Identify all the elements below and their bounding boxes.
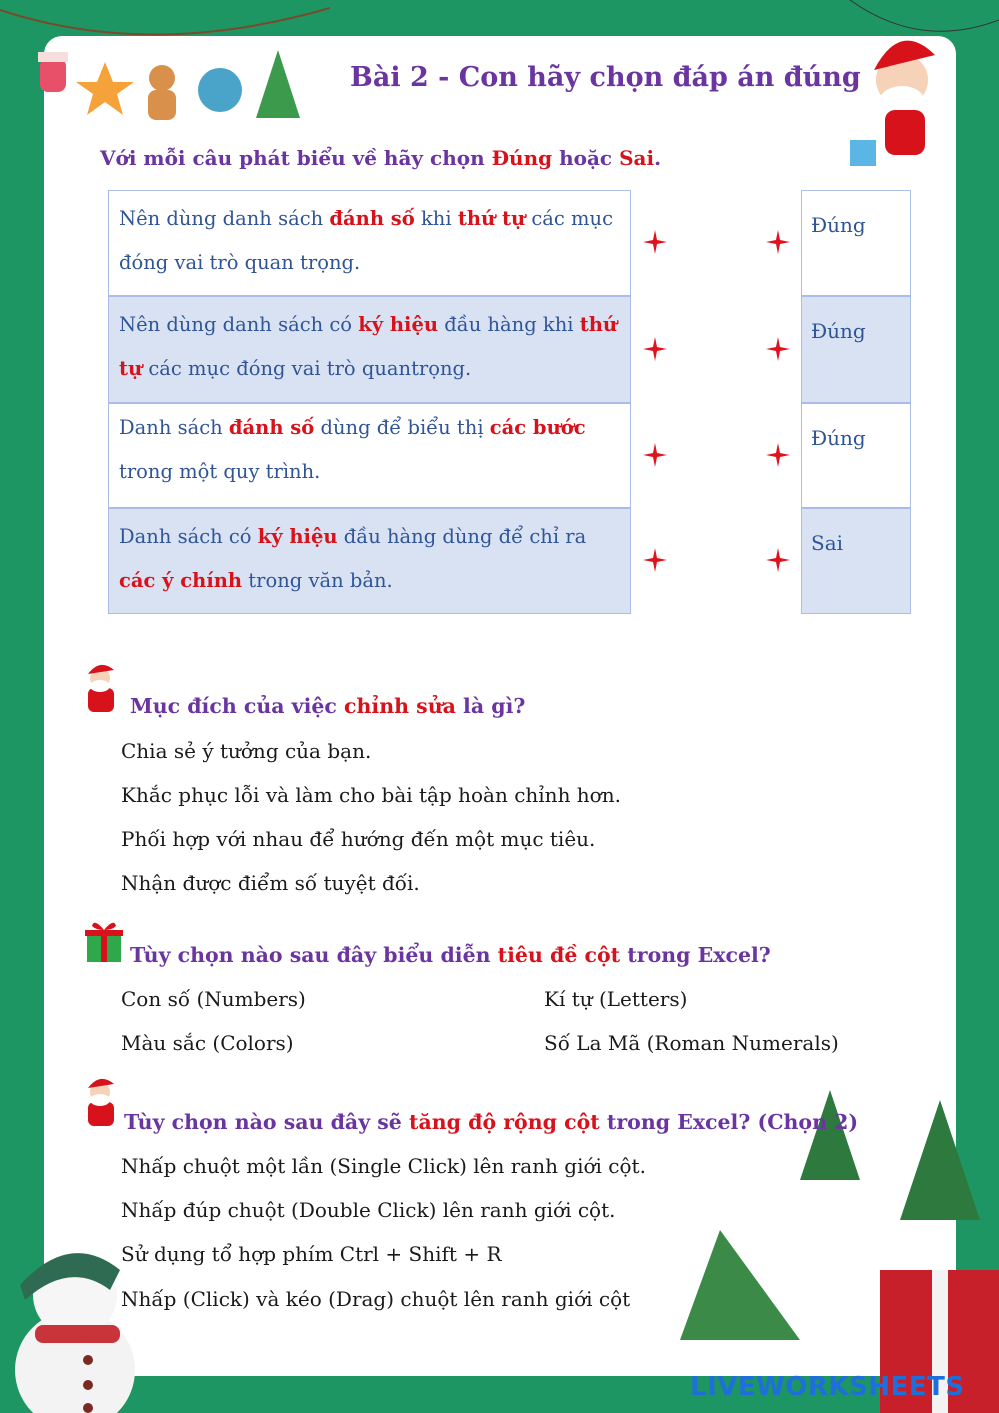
statement-keyword: các bước xyxy=(489,416,586,439)
q2-head-text: Tùy chọn nào sau đây biểu diễn xyxy=(130,943,498,967)
instruction-end: . xyxy=(654,146,662,170)
star-ornament-icon xyxy=(76,62,134,115)
left-connector-star-icon[interactable] xyxy=(643,443,667,467)
statement-text: các mục đóng vai trò quan trọng. xyxy=(119,207,613,274)
statement-text: trong một quy trình. xyxy=(119,460,321,483)
statement-box xyxy=(108,296,631,403)
answer-box-dung[interactable]: Đúng xyxy=(801,190,911,296)
left-connector-star-icon[interactable] xyxy=(643,230,667,254)
statement-text: đầu hàng khi xyxy=(438,313,580,336)
q3-head-text: Tùy chọn nào sau đây sẽ xyxy=(124,1110,409,1134)
q3-head-keyword: tăng độ rộng cột xyxy=(408,1110,600,1134)
q1-option[interactable]: Nhận được điểm số tuyệt đối. xyxy=(121,871,420,895)
gingerbread-ornament-icon xyxy=(148,65,176,120)
liveworksheets-logo[interactable]: LIVEWORKSHEETS xyxy=(690,1372,965,1402)
stocking-ornament-icon xyxy=(38,52,68,92)
q1-head-keyword: chỉnh sửa xyxy=(344,694,456,718)
q1-option[interactable]: Khắc phục lỗi và làm cho bài tập hoàn chỉnh hơn. xyxy=(121,783,621,807)
statement-text: trong văn bản. xyxy=(242,569,393,592)
right-connector-star-icon[interactable] xyxy=(766,443,790,467)
q2-option[interactable]: Con số (Numbers) xyxy=(121,987,306,1011)
q1-option[interactable]: Chia sẻ ý tưởng của bạn. xyxy=(121,739,372,763)
instruction-mid: hoặc xyxy=(552,146,620,170)
q2-option[interactable]: Số La Mã (Roman Numerals) xyxy=(544,1031,839,1055)
q2-option[interactable]: Kí tự (Letters) xyxy=(544,987,688,1011)
instruction-dung: Đúng xyxy=(491,146,553,170)
statement-box xyxy=(108,190,631,296)
statement-box xyxy=(108,403,631,508)
q3-option[interactable]: Nhấp (Click) và kéo (Drag) chuột lên ranh giới cột xyxy=(121,1287,631,1311)
statement-text: Danh sách có xyxy=(119,525,258,548)
santa-icon xyxy=(80,660,124,716)
left-connector-star-icon[interactable] xyxy=(643,548,667,572)
question-3-heading xyxy=(124,1110,858,1134)
instruction-sai: Sai xyxy=(619,146,655,170)
bauble-ornament-icon xyxy=(198,68,242,112)
gift-box-icon xyxy=(84,916,124,964)
statement-keyword: thứ tự xyxy=(457,207,526,230)
answer-box-sai[interactable]: Sai xyxy=(801,508,911,614)
statement-text: Danh sách xyxy=(119,416,229,439)
q1-head-text: là gì? xyxy=(455,694,526,718)
left-connector-star-icon[interactable] xyxy=(643,337,667,361)
instruction-prefix: Với mỗi câu phát biểu về hãy chọn xyxy=(100,146,492,170)
statement-text: khi xyxy=(414,207,458,230)
instruction-text xyxy=(100,146,661,170)
q2-head-text: trong Excel? xyxy=(620,943,771,967)
statement-text: dùng để biểu thị xyxy=(314,416,490,439)
statement-keyword: đánh số xyxy=(329,207,415,230)
christmas-garland-decoration xyxy=(0,0,330,140)
statement-text: đầu hàng dùng để chỉ ra xyxy=(337,525,587,548)
tree-ornament-icon xyxy=(256,50,300,118)
statement-box xyxy=(108,508,631,614)
right-connector-star-icon[interactable] xyxy=(766,548,790,572)
statement-text: Nên dùng danh sách xyxy=(119,207,330,230)
q2-option[interactable]: Màu sắc (Colors) xyxy=(121,1031,294,1055)
statement-keyword: ký hiệu xyxy=(358,313,439,336)
santa-icon xyxy=(80,1074,124,1130)
right-connector-star-icon[interactable] xyxy=(766,337,790,361)
answer-box-dung[interactable]: Đúng xyxy=(801,403,911,508)
page-title: Bài 2 - Con hãy chọn đáp án đúng xyxy=(350,62,861,93)
answer-box-dung[interactable]: Đúng xyxy=(801,296,911,403)
q1-head-text: Mục đích của việc xyxy=(130,694,345,718)
statement-keyword: thứ tự xyxy=(119,313,618,380)
q3-option[interactable]: Nhấp đúp chuột (Double Click) lên ranh giới cột. xyxy=(121,1198,616,1222)
question-2-heading xyxy=(130,943,771,967)
q2-head-keyword: tiêu đề cột xyxy=(497,943,621,967)
santa-corner-decoration xyxy=(840,0,999,180)
question-1-heading xyxy=(130,694,525,718)
statement-text: Nên dùng danh sách có xyxy=(119,313,359,336)
statement-keyword: ký hiệu xyxy=(257,525,338,548)
statement-keyword: các ý chính xyxy=(119,569,243,592)
q3-option[interactable]: Sử dụng tổ hợp phím Ctrl + Shift + R xyxy=(121,1242,502,1266)
q1-option[interactable]: Phối hợp với nhau để hướng đến một mục tiêu. xyxy=(121,827,596,851)
q3-head-text: trong Excel? (Chọn 2) xyxy=(599,1110,859,1134)
statement-keyword: đánh số xyxy=(228,416,315,439)
q3-option[interactable]: Nhấp chuột một lần (Single Click) lên ranh giới cột. xyxy=(121,1154,646,1178)
right-connector-star-icon[interactable] xyxy=(766,230,790,254)
statement-text: các mục đóng vai trò quantrọng. xyxy=(142,357,472,380)
